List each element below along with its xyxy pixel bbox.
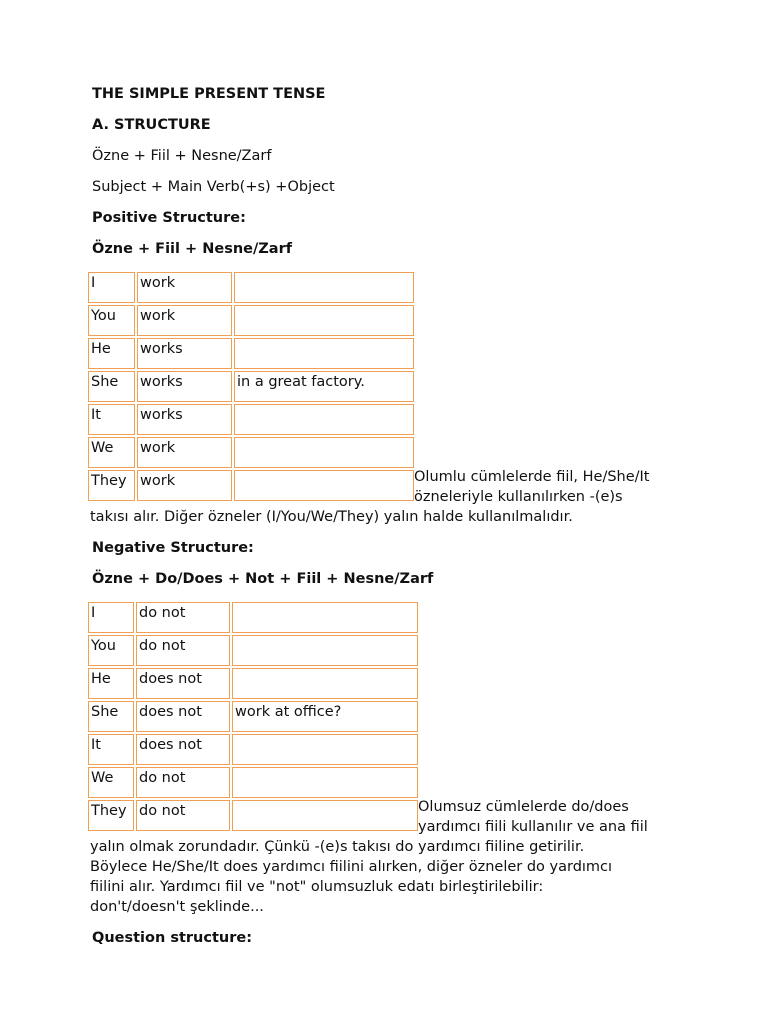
positive-subject-cell: He: [88, 338, 135, 369]
positive-verb-cell: works: [137, 371, 232, 402]
formula-english: Subject + Main Verb(+s) +Object: [92, 179, 335, 195]
positive-note-side: [414, 467, 650, 507]
negative-subject-cell: They: [88, 800, 134, 831]
positive-block: [92, 270, 692, 503]
positive-verb-cell: work: [137, 305, 232, 336]
negative-table-row: [88, 602, 418, 633]
negative-complement-cell: [232, 767, 418, 798]
negative-table-row: [88, 635, 418, 666]
positive-complement-cell: in a great factory.: [234, 371, 414, 402]
negative-subject-cell: She: [88, 701, 134, 732]
negative-note-line1: Olumsuz cümlelerde do/does: [418, 799, 629, 815]
negative-verb-cell: do not: [136, 635, 230, 666]
negative-table-row: [88, 668, 418, 699]
negative-note-line6: don't/doesn't şeklinde...: [90, 899, 264, 915]
formula-turkish: Özne + Fiil + Nesne/Zarf: [92, 148, 272, 164]
positive-note-line1: Olumlu cümlelerde fiil, He/She/It: [414, 469, 650, 485]
negative-complement-cell: work at office?: [232, 701, 418, 732]
positive-table-row: [88, 404, 414, 435]
negative-note-side: [418, 797, 648, 837]
positive-complement-cell: [234, 437, 414, 468]
positive-formula: Özne + Fiil + Nesne/Zarf: [92, 241, 293, 257]
negative-verb-cell: does not: [136, 668, 230, 699]
negative-verb-cell: do not: [136, 602, 230, 633]
negative-complement-cell: [232, 734, 418, 765]
positive-table-row: [88, 305, 414, 336]
positive-verb-cell: works: [137, 338, 232, 369]
positive-subject-cell: She: [88, 371, 135, 402]
negative-table: [86, 600, 420, 833]
positive-verb-cell: work: [137, 437, 232, 468]
negative-verb-cell: does not: [136, 701, 230, 732]
negative-complement-cell: [232, 635, 418, 666]
positive-heading: Positive Structure:: [92, 210, 246, 226]
positive-complement-cell: [234, 338, 414, 369]
negative-subject-cell: You: [88, 635, 134, 666]
positive-verb-cell: works: [137, 404, 232, 435]
negative-subject-cell: I: [88, 602, 134, 633]
negative-note-line5: fiilini alır. Yardımcı fiil ve "not" olumsuzluk edatı birleştirilebilir:: [90, 879, 544, 895]
positive-subject-cell: You: [88, 305, 135, 336]
negative-verb-cell: do not: [136, 767, 230, 798]
positive-table-row: [88, 371, 414, 402]
negative-block: [92, 600, 692, 833]
negative-subject-cell: We: [88, 767, 134, 798]
negative-note-line3: yalın olmak zorundadır. Çünkü -(e)s takısı do yardımcı fiiline getirilir.: [90, 839, 585, 855]
positive-complement-cell: [234, 305, 414, 336]
positive-verb-cell: work: [137, 272, 232, 303]
negative-table-row: [88, 734, 418, 765]
negative-table-row: [88, 800, 418, 831]
positive-subject-cell: They: [88, 470, 135, 501]
positive-note-line2: özneleriyle kullanılırken -(e)s: [414, 489, 623, 505]
positive-table-row: [88, 470, 414, 501]
positive-complement-cell: [234, 470, 414, 501]
negative-heading: Negative Structure:: [92, 540, 254, 556]
negative-table-row: [88, 767, 418, 798]
positive-complement-cell: [234, 404, 414, 435]
positive-subject-cell: I: [88, 272, 135, 303]
positive-verb-cell: work: [137, 470, 232, 501]
positive-note-continuation: [90, 507, 692, 527]
document-title: THE SIMPLE PRESENT TENSE: [92, 86, 326, 102]
negative-note-line4: Böylece He/She/It does yardımcı fiilini alırken, diğer özneler do yardımcı: [90, 859, 613, 875]
negative-verb-cell: do not: [136, 800, 230, 831]
positive-complement-cell: [234, 272, 414, 303]
negative-complement-cell: [232, 668, 418, 699]
section-heading-structure: A. STRUCTURE: [92, 117, 211, 133]
negative-verb-cell: does not: [136, 734, 230, 765]
positive-table-row: [88, 437, 414, 468]
negative-complement-cell: [232, 602, 418, 633]
positive-subject-cell: It: [88, 404, 135, 435]
positive-subject-cell: We: [88, 437, 135, 468]
negative-complement-cell: [232, 800, 418, 831]
negative-note-line2: yardımcı fiili kullanılır ve ana fiil: [418, 819, 648, 835]
negative-table-row: [88, 701, 418, 732]
document-page: [92, 84, 692, 948]
negative-subject-cell: He: [88, 668, 134, 699]
question-heading: Question structure:: [92, 930, 253, 946]
negative-subject-cell: It: [88, 734, 134, 765]
positive-table-row: [88, 272, 414, 303]
positive-note-line3: takısı alır. Diğer özneler (I/You/We/They) yalın halde kullanılmalıdır.: [90, 509, 573, 525]
negative-formula: Özne + Do/Does + Not + Fiil + Nesne/Zarf: [92, 571, 434, 587]
positive-table: [86, 270, 416, 503]
negative-note-continuation: [90, 837, 692, 917]
positive-table-row: [88, 338, 414, 369]
